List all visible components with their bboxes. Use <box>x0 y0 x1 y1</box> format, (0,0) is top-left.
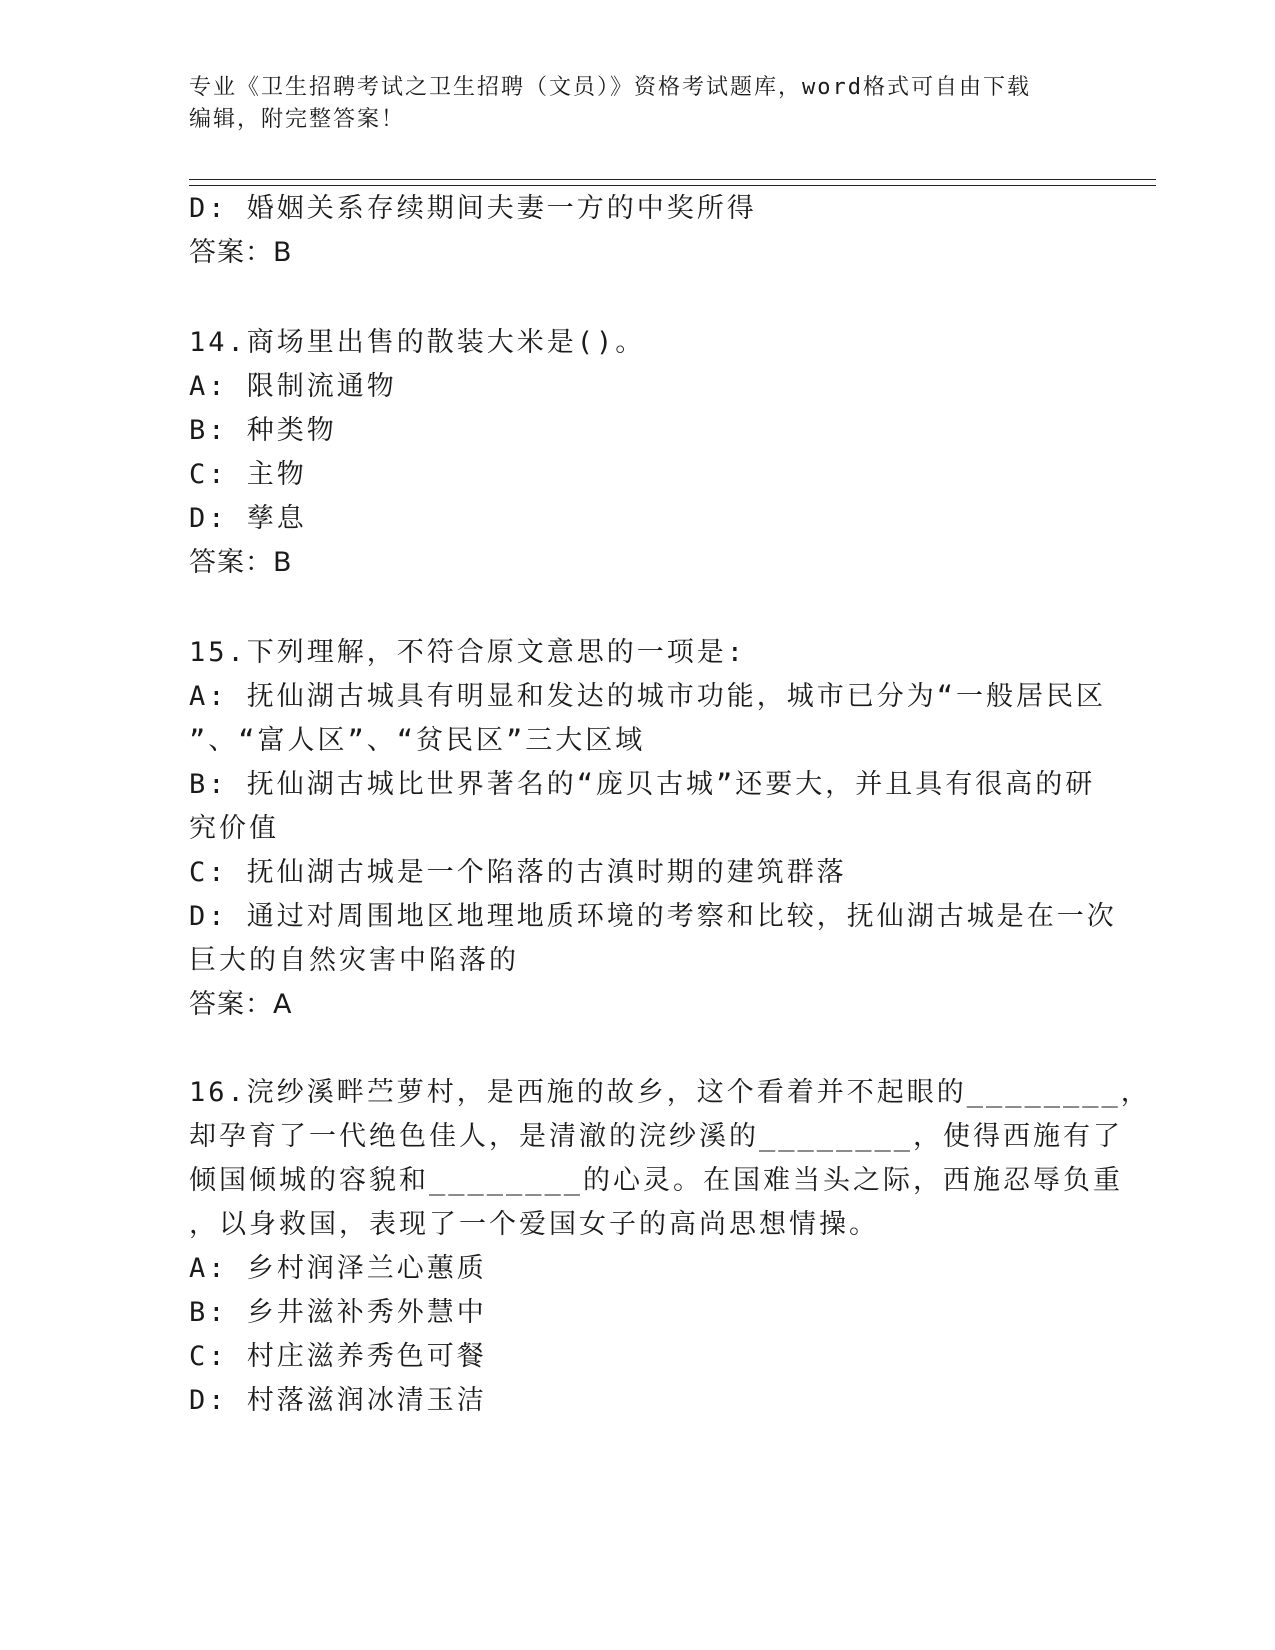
q14-option-b: B: 种类物 <box>189 415 337 446</box>
prev-answer: 答案：B <box>189 237 293 268</box>
q15-option-b-line-2: 究价值 <box>189 813 279 844</box>
q16-option-b: B: 乡井滋补秀外慧中 <box>189 1297 487 1328</box>
q14-option-a: A: 限制流通物 <box>189 371 397 402</box>
q16-option-c: C: 村庄滋养秀色可餐 <box>189 1341 487 1372</box>
header-line-1: 专业《卫生招聘考试之卫生招聘（文员）》资格考试题库，word格式可自由下载 <box>189 75 1031 100</box>
document-header <box>189 72 1089 136</box>
q15-option-b-line-1: B: 抚仙湖古城比世界著名的“庞贝古城”还要大，并且具有很高的研 <box>189 769 1096 800</box>
q14-stem: 14.商场里出售的散装大米是()。 <box>189 327 646 358</box>
header-divider <box>189 179 1156 186</box>
q16-stem-line-3: 倾国倾城的容貌和________的心灵。在国难当头之际，西施忍辱负重 <box>189 1165 1124 1196</box>
prev-option-d: D: 婚姻关系存续期间夫妻一方的中奖所得 <box>189 193 757 224</box>
q15-option-a-line-1: A: 抚仙湖古城具有明显和发达的城市功能，城市已分为“一般居民区 <box>189 681 1107 712</box>
q16-option-a: A: 乡村润泽兰心蕙质 <box>189 1253 487 1284</box>
q16-stem-line-1: 16.浣纱溪畔苎萝村，是西施的故乡，这个看着并不起眼的________， <box>189 1077 1151 1108</box>
q16-stem-line-4: ，以身救国，表现了一个爱国女子的高尚思想情操。 <box>189 1209 879 1240</box>
header-line-2: 编辑，附完整答案！ <box>189 107 406 132</box>
q15-option-c: C: 抚仙湖古城是一个陷落的古滇时期的建筑群落 <box>189 857 847 888</box>
q15-option-a-line-2: ”、“富人区”、“贫民区”三大区域 <box>189 725 646 756</box>
q16-stem-line-2: 却孕育了一代绝色佳人，是清澈的浣纱溪的________，使得西施有了 <box>189 1121 1124 1152</box>
q14-option-d: D: 孳息 <box>189 503 307 534</box>
q14-answer: 答案：B <box>189 547 293 578</box>
q14-option-c: C: 主物 <box>189 459 307 490</box>
q15-option-d-line-1: D: 通过对周围地区地理地质环境的考察和比较，抚仙湖古城是在一次 <box>189 901 1117 932</box>
q15-stem: 15.下列理解，不符合原文意思的一项是: <box>189 637 747 668</box>
q15-option-d-line-2: 巨大的自然灾害中陷落的 <box>189 945 519 976</box>
q16-option-d: D: 村落滋润冰清玉洁 <box>189 1385 487 1416</box>
q15-answer: 答案：A <box>189 989 293 1020</box>
